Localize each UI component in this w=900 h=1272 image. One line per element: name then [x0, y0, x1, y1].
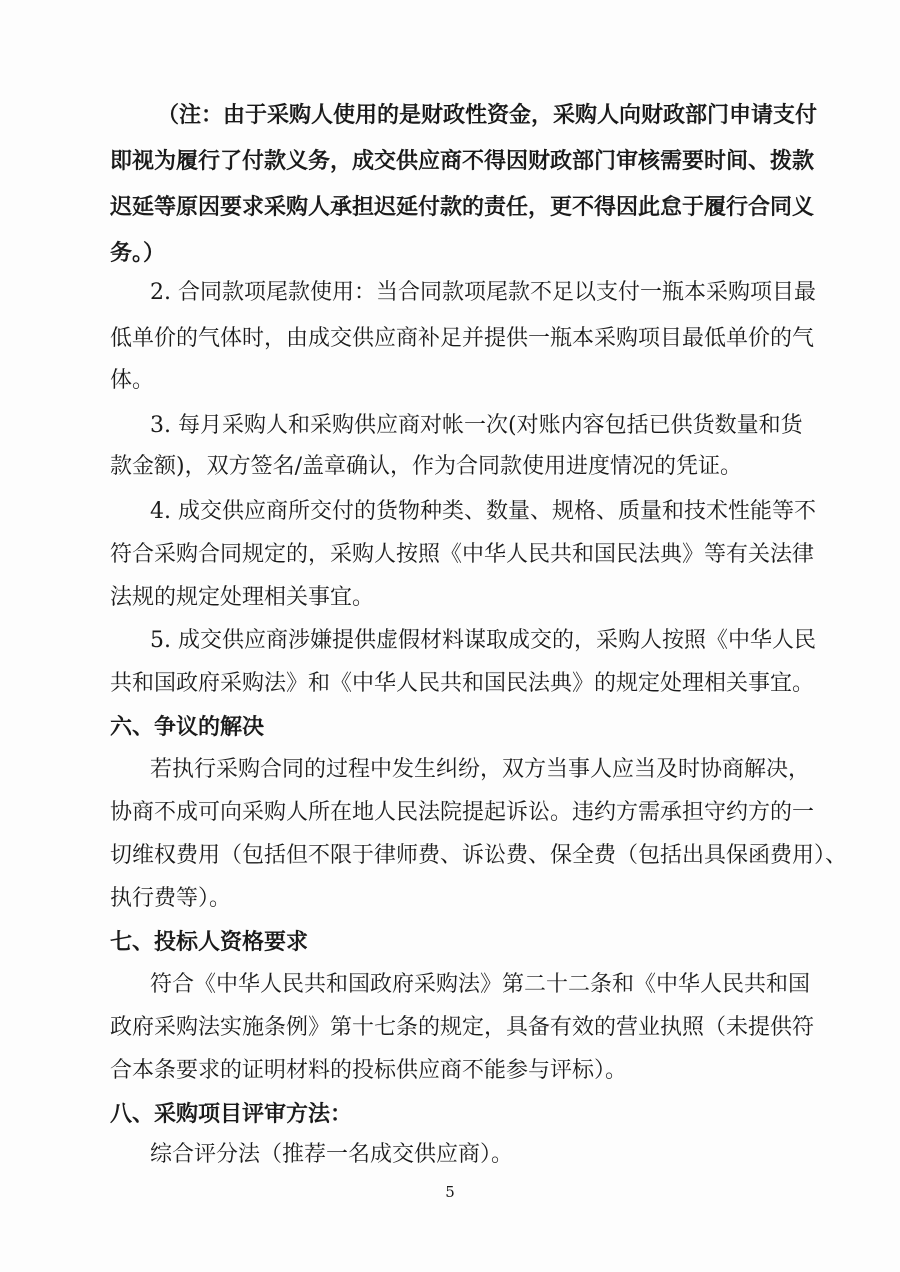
note-line: 迟延等原因要求采购人承担迟延付款的责任，更不得因此怠于履行合同义 [110, 194, 815, 220]
item-line: 法规的规定处理相关事宜。 [110, 585, 375, 610]
note-line: 即视为履行了付款义务，成交供应商不得因财政部门审核需要时间、拨款 [110, 148, 815, 174]
section-line: 合本条要求的证明材料的投标供应商不能参与评标）。 [110, 1058, 628, 1083]
item-line: 3. 每月采购人和采购供应商对帐一次(对账内容包括已供货数量和货 [150, 413, 803, 438]
section-line: 执行费等）。 [110, 886, 232, 911]
item-line: 款金额)，双方签名/盖章确认，作为合同款使用进度情况的凭证。 [110, 454, 742, 479]
page-number: 5 [445, 1183, 455, 1201]
section-line: 综合评分法（推荐一名成交供应商）。 [150, 1142, 514, 1167]
section-heading: 八、采购项目评审方法： [110, 1101, 353, 1127]
item-line: 5. 成交供应商涉嫌提供虚假材料谋取成交的，采购人按照《中华人民 [150, 628, 816, 653]
section-line: 协商不成可向采购人所在地人民法院提起诉讼。违约方需承担守约方的一 [110, 800, 815, 825]
section-heading: 六、争议的解决 [110, 714, 265, 740]
item-line: 体。 [110, 368, 155, 393]
item-line: 符合采购合同规定的，采购人按照《中华人民共和国民法典》等有关法律 [110, 542, 815, 567]
note-line: 务。） [110, 240, 166, 266]
item-line: 低单价的气体时，由成交供应商补足并提供一瓶本采购项目最低单价的气 [110, 326, 815, 351]
item-line: 4. 成交供应商所交付的货物种类、数量、规格、质量和技术性能等不 [150, 499, 816, 524]
section-line: 符合《中华人民共和国政府采购法》第二十二条和《中华人民共和国 [150, 972, 811, 997]
note-line: （注：由于采购人使用的是财政性资金，采购人向财政部门申请支付 [157, 102, 818, 128]
section-line: 切维权费用（包括但不限于律师费、诉讼费、保全费（包括出具保函费用）、 [110, 843, 848, 868]
section-line: 若执行采购合同的过程中发生纠纷，双方当事人应当及时协商解决， [150, 757, 811, 782]
item-line: 共和国政府采购法》和《中华人民共和国民法典》的规定处理相关事宜。 [110, 671, 815, 696]
item-line: 2. 合同款项尾款使用：当合同款项尾款不足以支付一瓶本采购项目最 [150, 280, 816, 305]
section-line: 政府采购法实施条例》第十七条的规定，具备有效的营业执照（未提供符 [110, 1015, 815, 1040]
section-heading: 七、投标人资格要求 [110, 929, 309, 955]
